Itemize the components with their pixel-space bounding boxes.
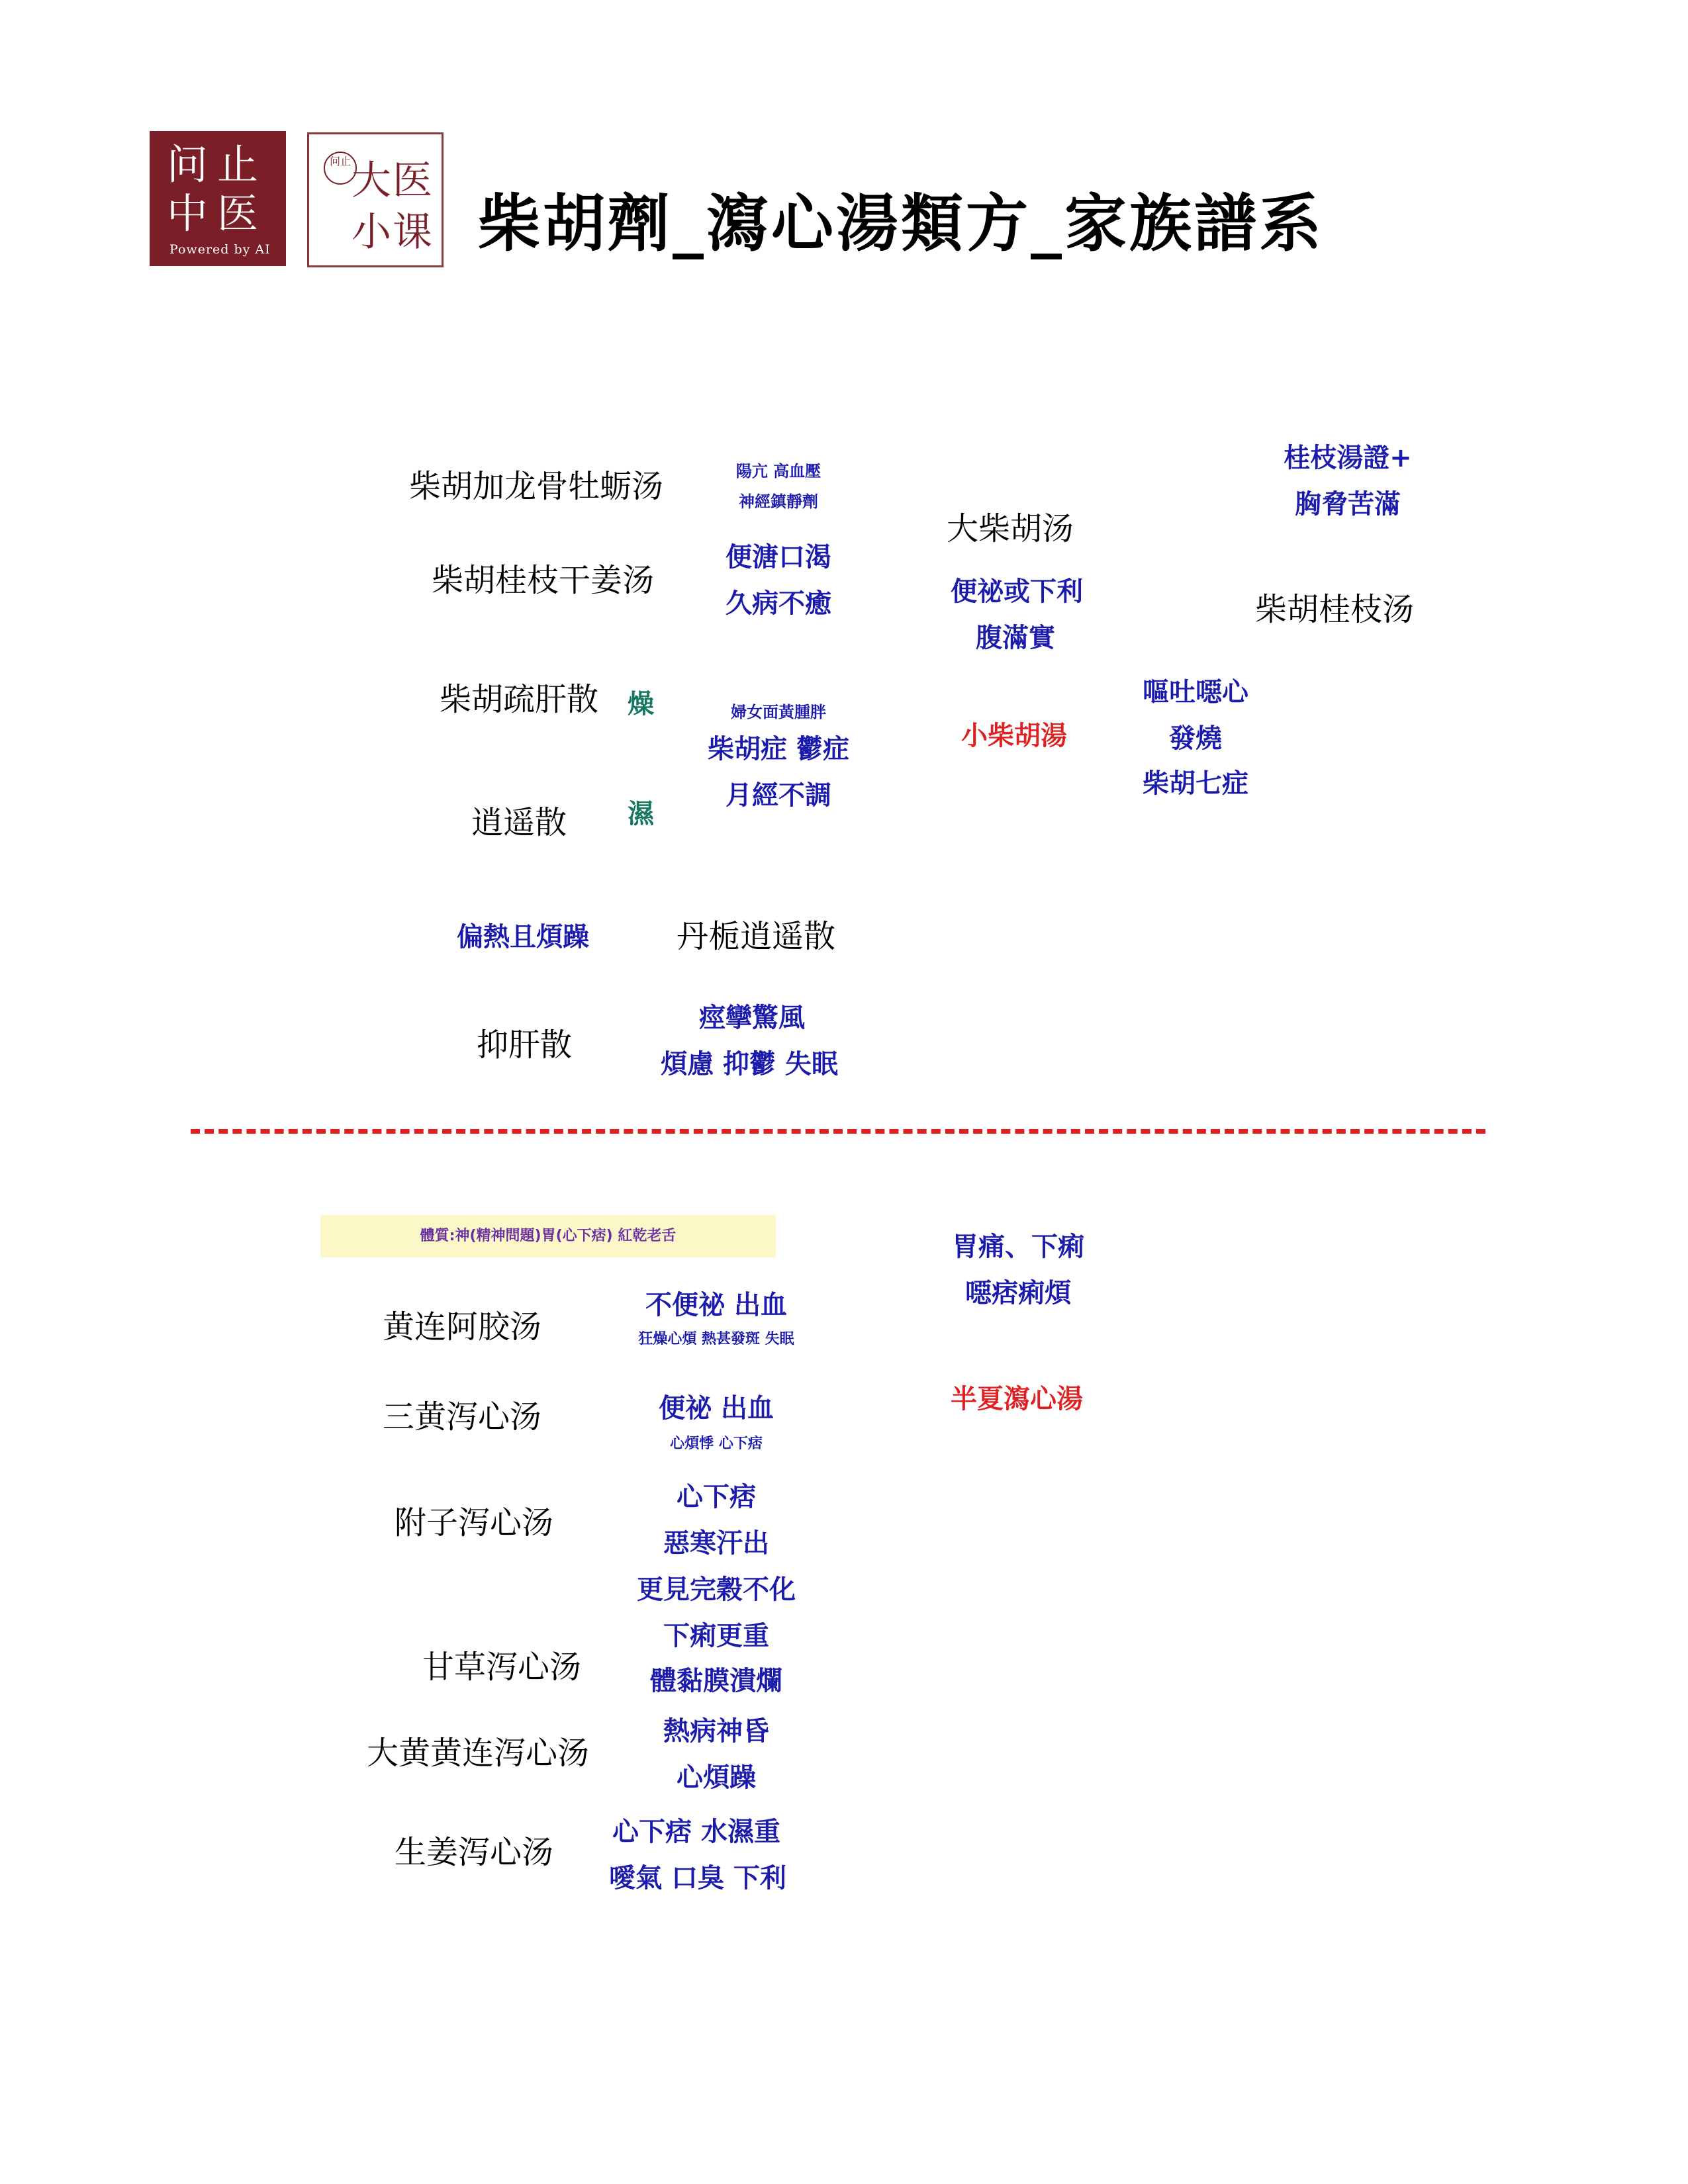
seal-icon: 问止 xyxy=(324,152,357,185)
symptom-guizhi-tang-2: 胸脅苦滿 xyxy=(1295,489,1401,520)
symptom-huanglian-ejiao-small: 狂燥心煩 熱甚發斑 失眠 xyxy=(638,1331,794,1347)
symptom-banxia-1: 胃痛、下痢 xyxy=(952,1232,1084,1262)
symptom-gancao-3: 體黏膜潰爛 xyxy=(650,1666,782,1696)
constitution-note: 體質:神(精神問題)胃(心下痞) 紅乾老舌 xyxy=(320,1215,776,1257)
formula-danzhi-xiaoyao: 丹栀逍遥散 xyxy=(677,918,836,955)
section-divider xyxy=(191,1129,1485,1134)
formula-yigan: 抑肝散 xyxy=(477,1026,573,1064)
formula-sanhuang-xiexin: 三黄泻心汤 xyxy=(383,1398,542,1435)
symptom-sanhuang: 便祕 出血 xyxy=(659,1393,774,1424)
formula-gancao-xiexin: 甘草泻心汤 xyxy=(422,1649,582,1686)
nature-damp-label: 濕 xyxy=(628,799,654,829)
base-formula-xiao-chaihu: 小柴胡湯 xyxy=(961,721,1067,751)
symptom-danzhi: 偏熱且煩躁 xyxy=(457,922,589,952)
symptom-shugan-2: 月經不調 xyxy=(726,780,831,811)
symptom-shengjiang-1: 心下痞 水濕重 xyxy=(612,1817,780,1847)
formula-chaihu-shugan: 柴胡疏肝散 xyxy=(440,681,599,718)
base-formula-banxia-xiexin: 半夏瀉心湯 xyxy=(951,1384,1083,1414)
symptom-shugan-1: 柴胡症 鬱症 xyxy=(708,734,849,764)
formula-dahuang-huanglian-xiexin: 大黄黄连泻心汤 xyxy=(367,1735,590,1772)
brand-logo xyxy=(150,131,286,266)
brand-logo-line-2: 中医 xyxy=(167,189,268,238)
formula-chaihu-guizhi: 柴胡桂枝汤 xyxy=(1255,591,1415,628)
symptom-fuzi-2: 惡寒汗出 xyxy=(663,1528,769,1559)
formula-chaihu-guizhi-ganjiang: 柴胡桂枝干姜汤 xyxy=(432,562,655,599)
course-logo-line-2: 小课 xyxy=(352,209,434,255)
page-title: 柴胡劑_瀉心湯類方_家族譜系 xyxy=(478,187,1325,260)
symptom-longgu-1: 陽亢 高血壓 xyxy=(735,462,821,480)
symptom-dahuang-1: 熱病神昏 xyxy=(663,1716,769,1747)
symptom-sanhuang-small: 心煩悸 心下痞 xyxy=(670,1435,763,1452)
formula-chaihu-longgu-muli: 柴胡加龙骨牡蛎汤 xyxy=(409,468,664,505)
formula-xiaoyao: 逍遥散 xyxy=(471,804,567,841)
symptom-da-chaihu-2: 腹滿實 xyxy=(976,623,1055,653)
symptom-dahuang-2: 心煩躁 xyxy=(677,1762,756,1793)
symptom-shugan-small: 婦女面黃腫胖 xyxy=(731,703,826,721)
symptom-gancao-1: 更見完穀不化 xyxy=(637,1574,796,1605)
symptom-guizhi-tang-1: 桂枝湯證+ xyxy=(1284,443,1412,473)
symptom-guizhi-ganjiang-2: 久病不癒 xyxy=(726,588,831,619)
symptom-huanglian-ejiao: 不便祕 出血 xyxy=(645,1290,787,1320)
formula-da-chaihu: 大柴胡汤 xyxy=(947,510,1074,547)
course-logo-line-1: 大医 xyxy=(352,158,434,204)
formula-huanglian-ejiao: 黄连阿胶汤 xyxy=(383,1308,542,1345)
nature-dry-label: 燥 xyxy=(628,689,654,719)
symptom-yigan-2: 煩慮 抑鬱 失眠 xyxy=(661,1049,838,1079)
formula-fuzi-xiexin: 附子泻心汤 xyxy=(395,1504,554,1541)
symptom-shengjiang-2: 噯氣 口臭 下利 xyxy=(609,1863,786,1893)
symptom-banxia-2: 噁痞痢煩 xyxy=(965,1278,1071,1308)
formula-shengjiang-xiexin: 生姜泻心汤 xyxy=(395,1834,554,1871)
course-logo xyxy=(307,132,444,267)
symptom-xiao-chaihu-1: 嘔吐噁心 xyxy=(1143,677,1248,707)
symptom-guizhi-ganjiang-1: 便溏口渴 xyxy=(726,542,831,572)
symptom-fuzi-1: 心下痞 xyxy=(677,1482,756,1512)
symptom-xiao-chaihu-3: 柴胡七症 xyxy=(1143,768,1248,799)
symptom-longgu-2: 神經鎮靜劑 xyxy=(739,492,818,511)
symptom-yigan-1: 痙攣驚風 xyxy=(699,1003,805,1033)
symptom-gancao-2: 下痢更重 xyxy=(663,1621,769,1651)
symptom-da-chaihu-1: 便祕或下利 xyxy=(951,576,1083,607)
powered-by-label: Powered by AI xyxy=(169,242,271,257)
symptom-xiao-chaihu-2: 發燒 xyxy=(1169,723,1222,754)
brand-logo-line-1: 问止 xyxy=(167,140,268,189)
